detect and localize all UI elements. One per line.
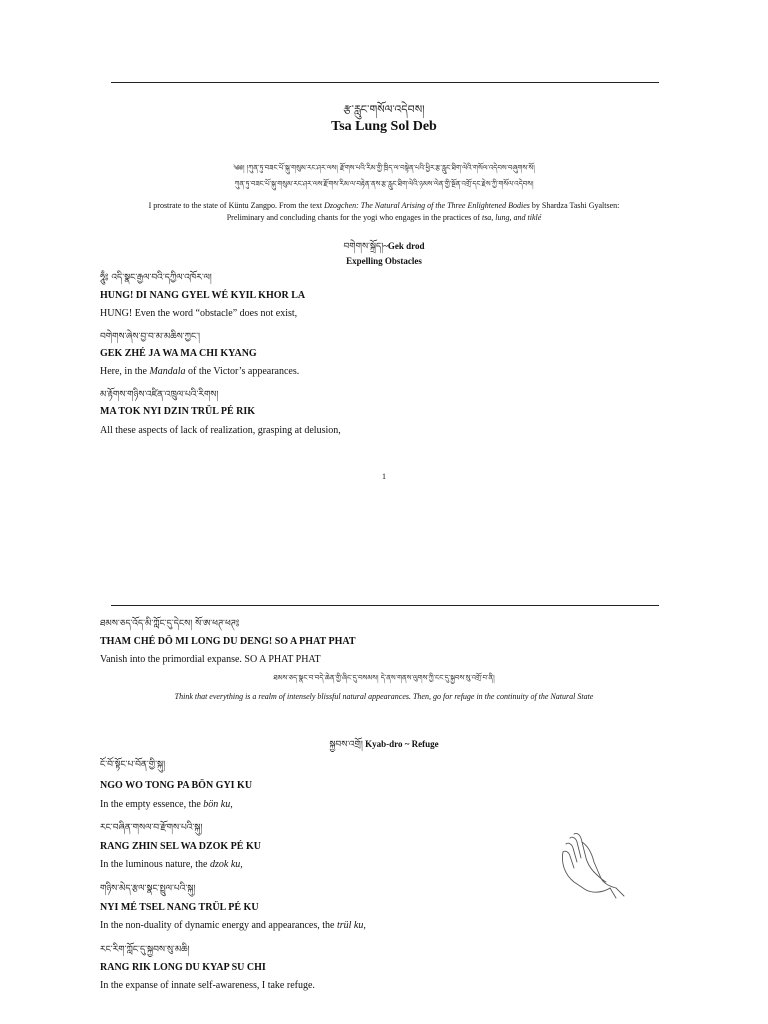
verse-1-phonetic: HUNG! DI NANG GYEL WÉ KYIL KHOR LA	[100, 290, 306, 301]
refuge-4-english: In the expanse of innate self-awareness, I take refuge.	[100, 980, 315, 991]
section-heading-refuge: སྐྱབས་འགྲོ། Kyab-dro ~ Refuge	[329, 739, 439, 750]
verse-4-tibetan: ཐམས་ཅད་འོད་མི་ཀློང་དུ་དེངས། སོ་ཨ་ཕཊ་ཕཊ༔	[100, 619, 240, 629]
intro-line-1: I prostrate to the state of Küntu Zangpo. From the text Dzogchen: The Natural Arising of the Three Enlightened Bodies by Shardza Tashi Gyaltsen:	[148, 201, 620, 210]
top-rule	[111, 82, 659, 83]
section-subtitle: Expelling Obstacles	[346, 256, 422, 266]
verse-4-english: Vanish into the primordial expanse. SO A PHAT PHAT	[100, 654, 321, 665]
refuge-1-english: In the empty essence, the bön ku,	[100, 799, 233, 810]
intro-line-2: Preliminary and concluding chants for the yogi who engages in the practices of tsa, lung, and tiklé	[226, 213, 542, 222]
verse-2-tibetan: བགེགས་ཞེས་བྱ་བ་མ་མཆིས་ཀྱང་།	[100, 332, 201, 342]
verse-3-tibetan: མ་རྟོགས་གཉིས་འཛིན་འཁྲུལ་པའི་རིགས།	[100, 390, 219, 400]
refuge-1-tibetan: ངོ་བོ་སྟོང་པ་བོན་གྱི་སྐུ།	[100, 760, 166, 770]
page-title: Tsa Lung Sol Deb	[331, 119, 437, 134]
refuge-2-english: In the luminous nature, the dzok ku,	[100, 859, 243, 870]
refuge-3-english: In the non-duality of dynamic energy and appearances, the trül ku,	[100, 920, 366, 931]
section-heading-gek-drod: བགེགས་སྐྲོད།~Gek drod	[343, 241, 425, 252]
refuge-2-phonetic: RANG ZHIN SEL WA DZOK PÉ KU	[100, 841, 261, 852]
verse-1-tibetan: ཧཱུྃ༔ འདི་སྣང་རྒྱལ་བའི་དཀྱིལ་འཁོར་ལ།	[100, 273, 212, 283]
top-rule-page-2	[111, 605, 659, 606]
refuge-4-tibetan: རང་རིག་ཀློང་དུ་སྐྱབས་སུ་མཆི།	[100, 945, 190, 955]
verse-2-phonetic: GEK ZHÉ JA WA MA CHI KYANG	[100, 348, 257, 359]
note-tibetan: ཐམས་ཅད་སྣང་བ་བདེ་ཆེན་གྱི་ཞིང་དུ་བསམས། དེ་ནས་གནས་ལུགས་ཀྱི་ངང་དུ་སྐྱབས་སུ་འགྲོ་བ་ནི།	[273, 674, 495, 682]
refuge-4-phonetic: RANG RIK LONG DU KYAP SU CHI	[100, 962, 266, 973]
verse-3-phonetic: MA TOK NYI DZIN TRÜL PÉ RIK	[100, 406, 256, 417]
intro-tibetan-line-2: ཀུན་ཏུ་བཟང་པོ་སྐུ་གསུམ་རང་ཤར་ལས་རྫོགས་རིམ་ལ་བརྟེན་ནས་རྩ་རླུང་ཐིག་ལེའི་ཉམས་ལེན་གྱི་སྔོན་འགྲོ་དང་རྗེས་ཀྱི་གསོལ་འདེབས།	[234, 180, 534, 188]
intro-tibetan-line-1: ༄༅། །ཀུན་ཏུ་བཟང་པོ་སྐུ་གསུམ་རང་ཤར་ལས། རྫོགས་པའི་རིམ་གྱི་ཁྲིད་ལ་བསྟེན་པའི་ཕྱིར་རྩ་རླུང་ཐིག་ལེའི་གསོལ་འདེབས་བཞུགས་སོ།	[233, 164, 535, 172]
instruction-note: Think that everything is a realm of intensely blissful natural appearances. Then, go for refuge in the continuity of the Natural State	[174, 692, 594, 701]
page-number: 1	[382, 472, 386, 481]
page-2	[0, 590, 768, 1024]
refuge-2-tibetan: རང་བཞིན་གསལ་བ་རྫོགས་པའི་སྐུ།	[100, 823, 203, 833]
verse-3-english: All these aspects of lack of realization, grasping at delusion,	[100, 425, 341, 436]
praying-hands-icon	[550, 828, 630, 900]
title-tibetan: རྩ་རླུང་གསོལ་འདེབས།	[343, 103, 425, 116]
verse-2-english: Here, in the Mandala of the Victor’s appearances.	[100, 366, 300, 377]
verse-4-phonetic: THAM CHÉ DÖ MI LONG DU DENG! SO A PHAT PHAT	[100, 636, 356, 647]
refuge-3-phonetic: NYI MÉ TSEL NANG TRÜL PÉ KU	[100, 902, 259, 913]
refuge-3-tibetan: གཉིས་མེད་རྩལ་སྣང་སྤྲུལ་པའི་སྐུ།	[100, 884, 196, 894]
verse-1-english: HUNG! Even the word “obstacle” does not exist,	[100, 308, 298, 319]
refuge-1-phonetic: NGO WO TONG PA BÖN GYI KU	[100, 780, 253, 791]
